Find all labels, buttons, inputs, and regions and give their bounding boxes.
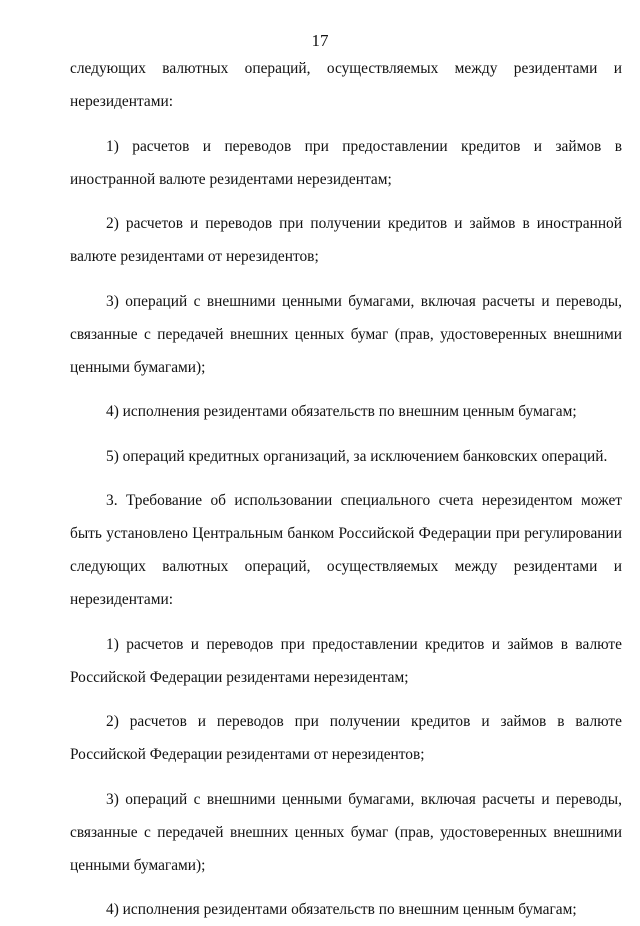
- paragraph-section-3-item-4: 4) исполнения резидентами обязательств по внешним ценным бумагам;: [106, 901, 577, 918]
- paragraph-item-4: 4) исполнения резидентами обязательств по внешним ценным бумагам;: [106, 403, 577, 420]
- paragraph-section-3-item-1: 1) расчетов и переводов при предоставлении кредитов и займов в валюте Российской Федерации резидентами нерезидентам;: [70, 635, 622, 686]
- paragraph-continuation: следующих валютных операций, осуществляемых между резидентами и нерезидентами:: [70, 60, 622, 110]
- paragraph-item-1: 1) расчетов и переводов при предоставлении кредитов и займов в иностранной валюте резидентами нерезидентам;: [70, 137, 622, 188]
- paragraph-section-3-item-3: 3) операций с внешними ценными бумагами, включая расчеты и переводы, связанные с передачей внешних ценных бумаг (прав, удостоверенных внешними ценными бумагами);: [70, 790, 622, 874]
- paragraph-item-2: 2) расчетов и переводов при получении кредитов и займов в иностранной валюте резидентами от нерезидентов;: [70, 215, 622, 265]
- paragraph-item-3: 3) операций с внешними ценными бумагами, включая расчеты и переводы, связанные с передачей внешних ценных бумаг (прав, удостоверенных внешними ценными бумагами);: [70, 292, 622, 376]
- page-number: 17: [311, 31, 329, 50]
- document-body: [70, 52, 622, 926]
- paragraph-item-5: 5) операций кредитных организаций, за исключением банковских операций.: [106, 447, 608, 465]
- paragraph-section-3-item-2: 2) расчетов и переводов при получении кредитов и займов в валюте Российской Федерации резидентами от нерезидентов;: [70, 713, 622, 763]
- paragraph-section-3: 3. Требование об использовании специального счета нерезидентом может быть установлено Центральным банком Российской Федерации при регулировании следующих валютных операций, осуществляемых между резидентами и нерезидентами:: [70, 492, 622, 608]
